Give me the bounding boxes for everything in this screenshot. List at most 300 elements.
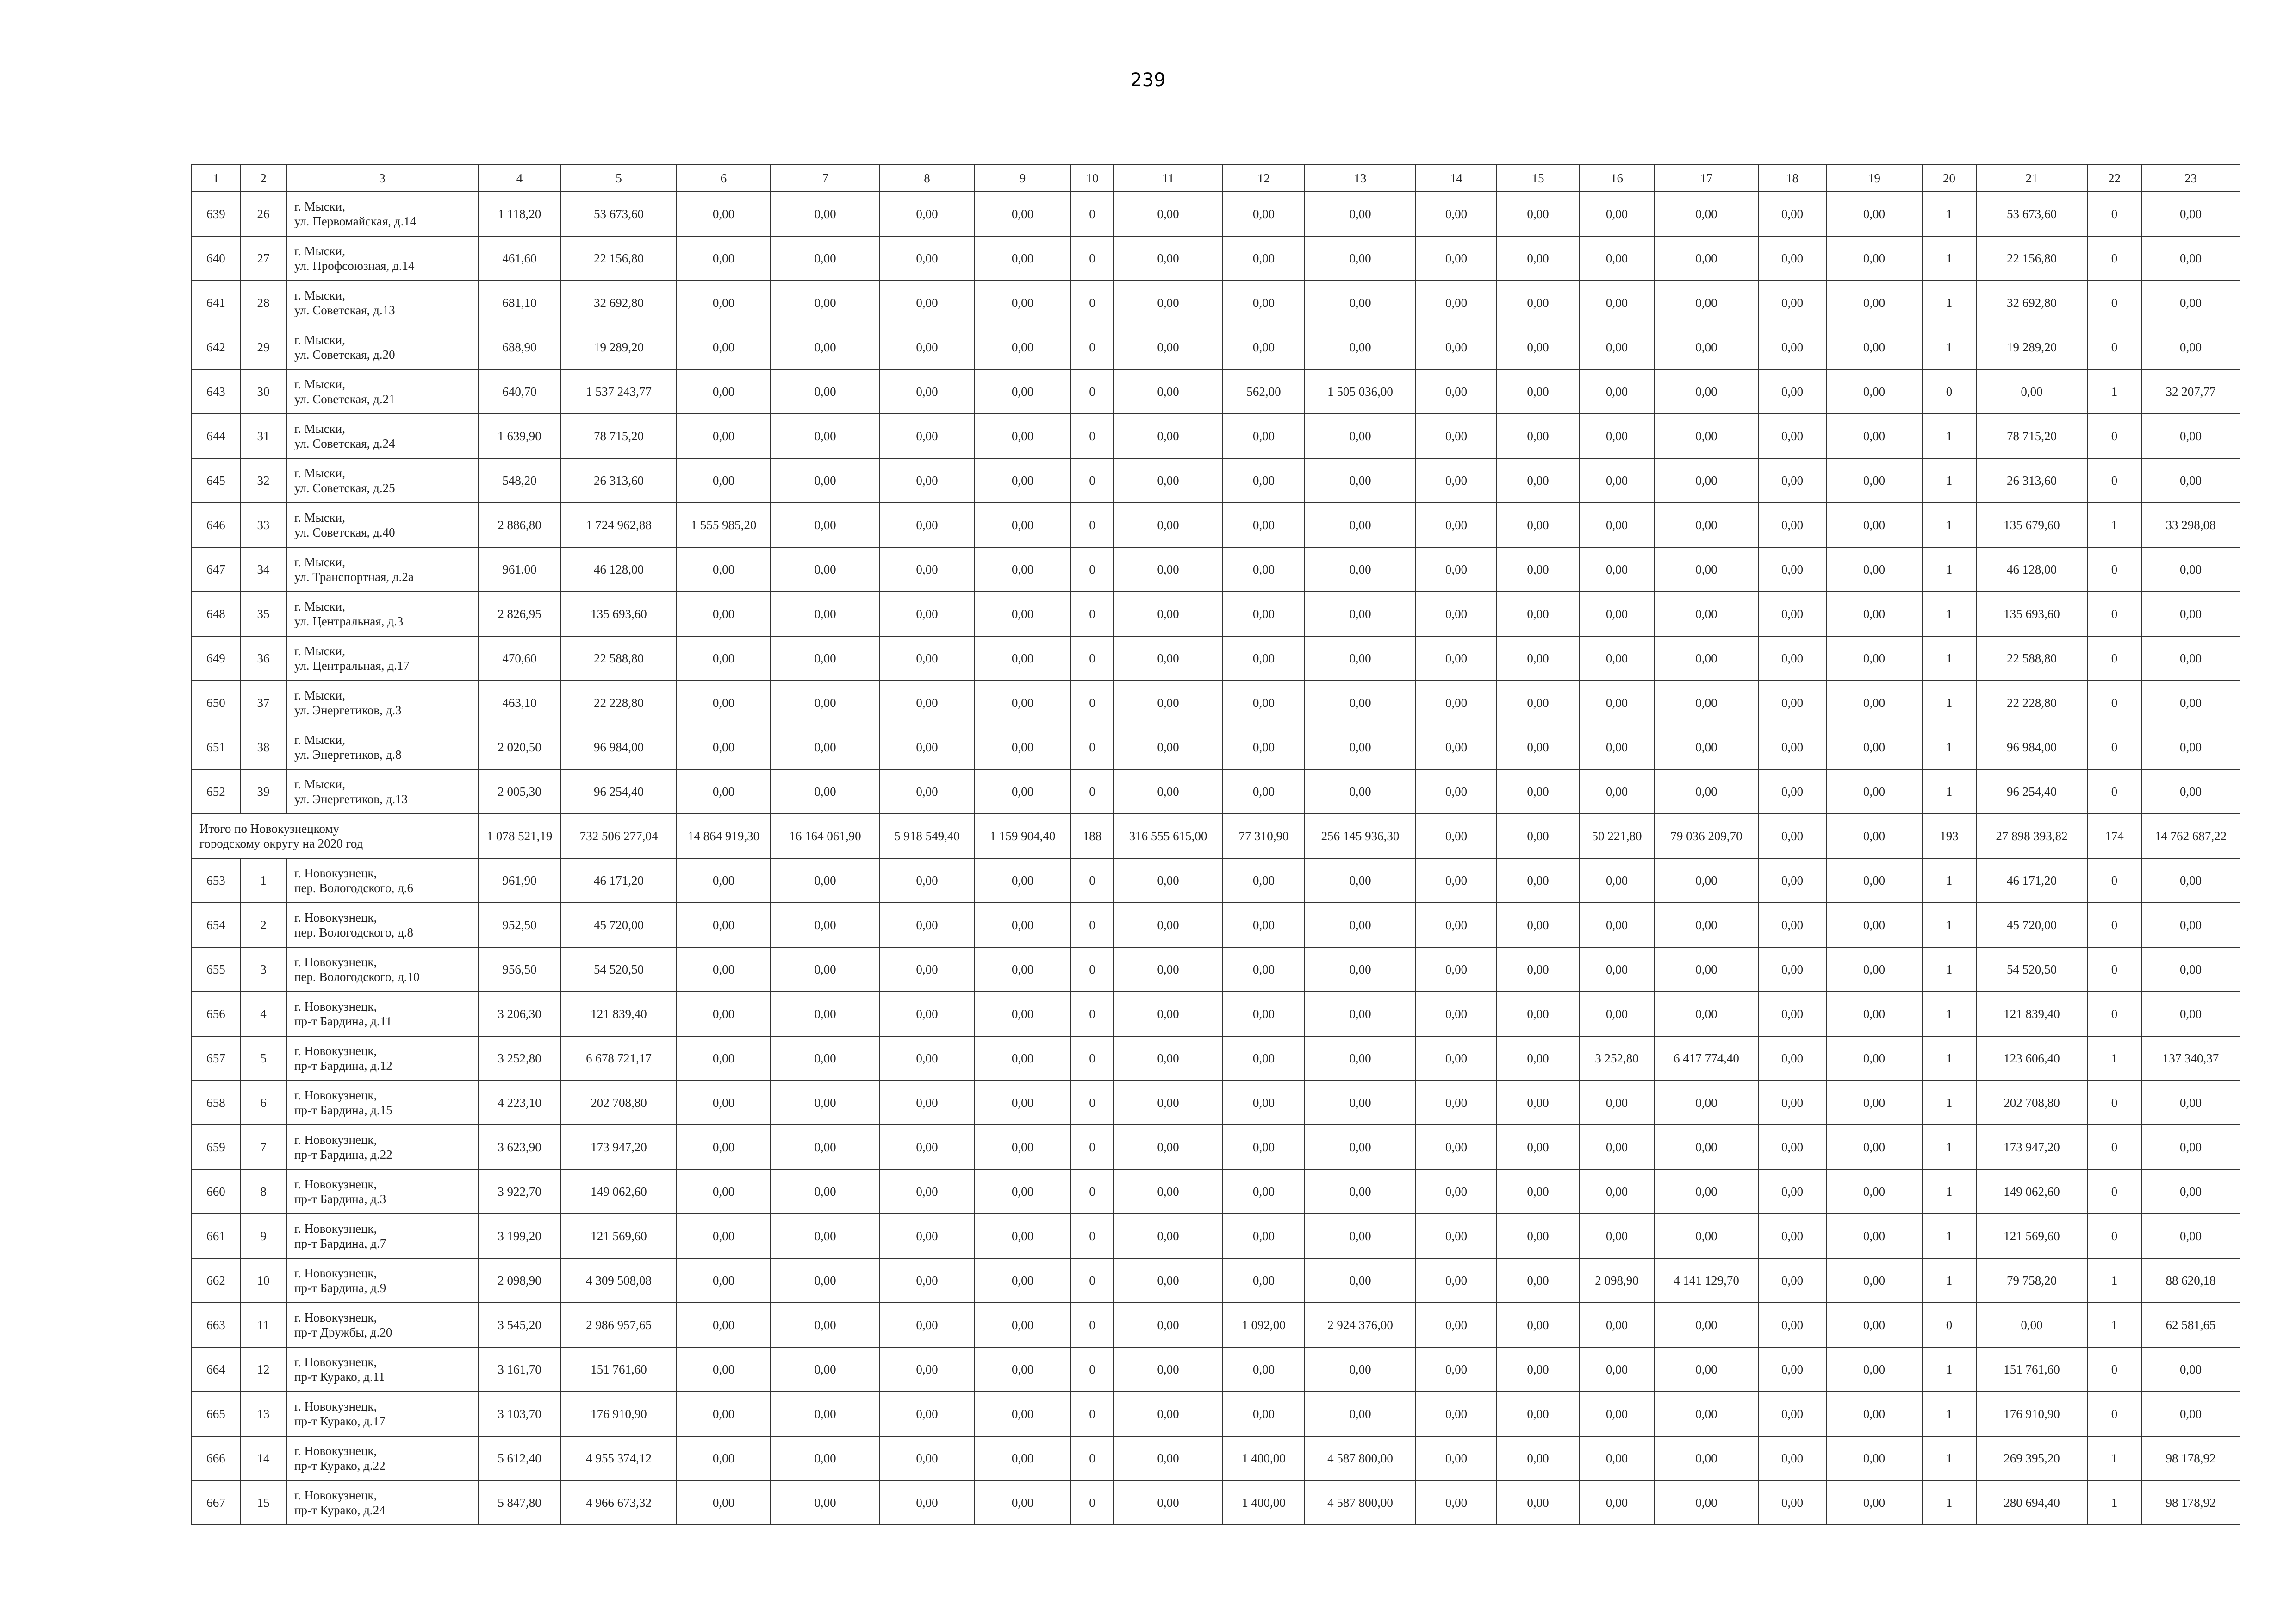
value-cell: 0,00 (1758, 1258, 1826, 1303)
value-cell: 732 506 277,04 (561, 814, 677, 858)
value-cell: 0,00 (677, 1303, 771, 1347)
value-cell: 0 (1071, 592, 1114, 636)
value-cell: 0,00 (1223, 592, 1305, 636)
value-cell: 6 417 774,40 (1655, 1036, 1758, 1081)
value-cell: 0,00 (677, 547, 771, 592)
value-cell: 0,00 (1655, 1125, 1758, 1169)
value-cell: 0,00 (1655, 236, 1758, 281)
value-cell: 0,00 (1223, 903, 1305, 947)
sub-number: 26 (240, 192, 286, 236)
value-cell: 0,00 (1579, 236, 1655, 281)
value-cell: 0,00 (1579, 947, 1655, 992)
column-number-header: 6 (677, 165, 771, 192)
address-city: г. Мыски, (294, 244, 345, 258)
value-cell: 0,00 (1655, 681, 1758, 725)
value-cell: 0,00 (1655, 769, 1758, 814)
value-cell: 0,00 (1114, 281, 1223, 325)
table-row (192, 1480, 2240, 1525)
value-cell: 0,00 (1579, 1480, 1655, 1525)
value-cell: 0,00 (1114, 1125, 1223, 1169)
value-cell: 0,00 (1579, 192, 1655, 236)
sub-number: 36 (240, 636, 286, 681)
value-cell: 26 313,60 (1976, 458, 2087, 503)
value-cell: 0,00 (1497, 1169, 1579, 1214)
value-cell: 0,00 (1758, 1480, 1826, 1525)
value-cell: 0 (1071, 503, 1114, 547)
value-cell: 0,00 (1223, 547, 1305, 592)
value-cell: 2 826,95 (478, 592, 561, 636)
value-cell: 0,00 (2141, 681, 2240, 725)
sub-number: 3 (240, 947, 286, 992)
value-cell: 1 (2087, 503, 2141, 547)
value-cell: 0,00 (1305, 1258, 1416, 1303)
value-cell: 96 254,40 (561, 769, 677, 814)
sub-number: 14 (240, 1436, 286, 1480)
value-cell: 0,00 (2141, 1347, 2240, 1392)
value-cell: 0,00 (1416, 814, 1497, 858)
value-cell: 0,00 (771, 1303, 880, 1347)
value-cell: 0,00 (880, 681, 974, 725)
address-cell (286, 636, 478, 681)
value-cell: 0,00 (1223, 681, 1305, 725)
value-cell: 0,00 (677, 725, 771, 769)
value-cell: 0,00 (1826, 1347, 1922, 1392)
address-street: ул. Профсоюзная, д.14 (294, 259, 415, 273)
value-cell: 0,00 (1416, 503, 1497, 547)
value-cell: 0,00 (1758, 681, 1826, 725)
value-cell: 0,00 (1305, 636, 1416, 681)
value-cell: 0,00 (1497, 547, 1579, 592)
value-cell: 0,00 (1305, 903, 1416, 947)
total-label-line2: городскому округу на 2020 год (199, 837, 363, 850)
value-cell: 22 588,80 (561, 636, 677, 681)
address-street: ул. Центральная, д.3 (294, 614, 404, 628)
value-cell: 952,50 (478, 903, 561, 947)
value-cell: 0 (1071, 1436, 1114, 1480)
value-cell: 0,00 (1223, 458, 1305, 503)
total-row (192, 814, 2240, 858)
column-number-header: 4 (478, 165, 561, 192)
address-street: ул. Центральная, д.17 (294, 659, 410, 673)
value-cell: 0,00 (1655, 725, 1758, 769)
value-cell: 0,00 (677, 458, 771, 503)
value-cell: 1 (1922, 947, 1976, 992)
row-number: 641 (192, 281, 240, 325)
value-cell: 0,00 (677, 1214, 771, 1258)
address-street: пер. Вологодского, д.6 (294, 881, 414, 895)
value-cell: 0,00 (880, 547, 974, 592)
sub-number: 31 (240, 414, 286, 458)
value-cell: 0,00 (974, 458, 1071, 503)
value-cell: 0 (1071, 1392, 1114, 1436)
column-number-header: 13 (1305, 165, 1416, 192)
table-row (192, 1303, 2240, 1347)
value-cell: 0,00 (1758, 1214, 1826, 1258)
value-cell: 19 289,20 (1976, 325, 2087, 369)
value-cell: 0,00 (1305, 992, 1416, 1036)
value-cell: 0,00 (1114, 903, 1223, 947)
column-number-header: 7 (771, 165, 880, 192)
value-cell: 0,00 (1497, 503, 1579, 547)
value-cell: 0,00 (771, 1258, 880, 1303)
value-cell: 0,00 (1223, 992, 1305, 1036)
value-cell: 0 (1071, 681, 1114, 725)
value-cell: 0 (1071, 1258, 1114, 1303)
table-row (192, 236, 2240, 281)
table-row (192, 769, 2240, 814)
value-cell: 0,00 (1223, 1081, 1305, 1125)
value-cell: 0,00 (1416, 903, 1497, 947)
table-row (192, 325, 2240, 369)
value-cell: 0,00 (1223, 503, 1305, 547)
address-city: г. Новокузнецк, (294, 1488, 377, 1502)
value-cell: 0,00 (880, 458, 974, 503)
value-cell: 1 (1922, 1169, 1976, 1214)
value-cell: 98 178,92 (2141, 1480, 2240, 1525)
table-row (192, 725, 2240, 769)
value-cell: 54 520,50 (561, 947, 677, 992)
row-number: 639 (192, 192, 240, 236)
address-street: ул. Советская, д.20 (294, 348, 395, 362)
address-city: г. Мыски, (294, 377, 345, 391)
value-cell: 0,00 (1497, 1347, 1579, 1392)
value-cell: 0 (2087, 414, 2141, 458)
sub-number: 15 (240, 1480, 286, 1525)
value-cell: 0,00 (1655, 458, 1758, 503)
value-cell: 0,00 (1223, 1392, 1305, 1436)
value-cell: 2 886,80 (478, 503, 561, 547)
value-cell: 0,00 (677, 769, 771, 814)
value-cell: 0,00 (1579, 769, 1655, 814)
value-cell: 3 206,30 (478, 992, 561, 1036)
address-cell (286, 281, 478, 325)
value-cell: 0,00 (1416, 414, 1497, 458)
value-cell: 0 (2087, 1081, 2141, 1125)
value-cell: 0,00 (771, 681, 880, 725)
value-cell: 0,00 (1758, 903, 1826, 947)
value-cell: 4 966 673,32 (561, 1480, 677, 1525)
value-cell: 0,00 (880, 725, 974, 769)
address-cell (286, 1258, 478, 1303)
value-cell: 0,00 (880, 236, 974, 281)
column-number-header: 3 (286, 165, 478, 192)
sub-number: 10 (240, 1258, 286, 1303)
value-cell: 0,00 (1826, 1036, 1922, 1081)
value-cell: 0,00 (1758, 858, 1826, 903)
value-cell: 0,00 (677, 1125, 771, 1169)
value-cell: 0,00 (1758, 947, 1826, 992)
value-cell: 0,00 (1655, 503, 1758, 547)
value-cell: 22 156,80 (1976, 236, 2087, 281)
value-cell: 0,00 (974, 903, 1071, 947)
value-cell: 0,00 (1305, 769, 1416, 814)
value-cell: 0,00 (974, 725, 1071, 769)
value-cell: 0,00 (1497, 1303, 1579, 1347)
address-cell (286, 769, 478, 814)
value-cell: 0,00 (1223, 858, 1305, 903)
value-cell: 0,00 (1655, 903, 1758, 947)
value-cell: 3 252,80 (1579, 1036, 1655, 1081)
value-cell: 0,00 (1826, 503, 1922, 547)
address-city: г. Новокузнецк, (294, 1355, 377, 1369)
value-cell: 0,00 (1655, 414, 1758, 458)
value-cell: 1 724 962,88 (561, 503, 677, 547)
address-cell (286, 192, 478, 236)
value-cell: 0,00 (1579, 325, 1655, 369)
value-cell: 135 693,60 (1976, 592, 2087, 636)
value-cell: 2 098,90 (1579, 1258, 1655, 1303)
value-cell: 1 (2087, 1303, 2141, 1347)
value-cell: 0,00 (771, 992, 880, 1036)
address-city: г. Новокузнецк, (294, 1311, 377, 1324)
value-cell: 0,00 (1826, 681, 1922, 725)
value-cell: 0,00 (1223, 947, 1305, 992)
value-cell: 0,00 (2141, 192, 2240, 236)
value-cell: 0 (1071, 636, 1114, 681)
value-cell: 0,00 (880, 1303, 974, 1347)
table-row (192, 1081, 2240, 1125)
value-cell: 0,00 (1305, 325, 1416, 369)
value-cell: 0 (1071, 992, 1114, 1036)
table-row (192, 858, 2240, 903)
value-cell: 0 (1071, 1036, 1114, 1081)
value-cell: 0,00 (1758, 547, 1826, 592)
value-cell: 0,00 (1305, 858, 1416, 903)
value-cell: 0,00 (1223, 414, 1305, 458)
value-cell: 46 171,20 (1976, 858, 2087, 903)
value-cell: 0,00 (677, 1480, 771, 1525)
table-row (192, 992, 2240, 1036)
value-cell: 0,00 (1416, 547, 1497, 592)
value-cell: 0 (1071, 369, 1114, 414)
sub-number: 7 (240, 1125, 286, 1169)
value-cell: 0,00 (771, 547, 880, 592)
address-city: г. Мыски, (294, 733, 345, 747)
address-city: г. Новокузнецк, (294, 1044, 377, 1058)
value-cell: 3 161,70 (478, 1347, 561, 1392)
value-cell: 22 156,80 (561, 236, 677, 281)
value-cell: 0,00 (2141, 325, 2240, 369)
value-cell: 0,00 (1497, 858, 1579, 903)
address-street: ул. Советская, д.25 (294, 481, 395, 495)
value-cell: 96 984,00 (561, 725, 677, 769)
address-street: ул. Транспортная, д.2а (294, 570, 414, 584)
value-cell: 0,00 (1826, 1303, 1922, 1347)
value-cell: 0,00 (1497, 1125, 1579, 1169)
value-cell: 0,00 (677, 236, 771, 281)
value-cell: 0,00 (1497, 325, 1579, 369)
value-cell: 0,00 (771, 369, 880, 414)
address-cell (286, 547, 478, 592)
value-cell: 46 128,00 (1976, 547, 2087, 592)
value-cell: 0,00 (1416, 858, 1497, 903)
table-row (192, 636, 2240, 681)
value-cell: 0,00 (880, 947, 974, 992)
row-number: 649 (192, 636, 240, 681)
value-cell: 0,00 (1497, 192, 1579, 236)
value-cell: 0,00 (1826, 192, 1922, 236)
value-cell: 956,50 (478, 947, 561, 992)
value-cell: 0 (2087, 858, 2141, 903)
value-cell: 0,00 (880, 192, 974, 236)
value-cell: 0 (1071, 858, 1114, 903)
value-cell: 0,00 (771, 592, 880, 636)
value-cell: 0,00 (1114, 1036, 1223, 1081)
value-cell: 0,00 (1114, 503, 1223, 547)
value-cell: 0,00 (880, 1347, 974, 1392)
sub-number: 1 (240, 858, 286, 903)
address-cell (286, 681, 478, 725)
address-cell (286, 1036, 478, 1081)
value-cell: 0,00 (1114, 1214, 1223, 1258)
column-number-header: 12 (1223, 165, 1305, 192)
value-cell: 0,00 (1416, 1081, 1497, 1125)
value-cell: 0,00 (974, 1347, 1071, 1392)
value-cell: 0,00 (1579, 458, 1655, 503)
value-cell: 0,00 (2141, 281, 2240, 325)
sub-number: 12 (240, 1347, 286, 1392)
value-cell: 27 898 393,82 (1976, 814, 2087, 858)
value-cell: 0,00 (880, 1081, 974, 1125)
value-cell: 0,00 (974, 1036, 1071, 1081)
address-street: ул. Советская, д.24 (294, 437, 395, 450)
sub-number: 28 (240, 281, 286, 325)
value-cell: 0,00 (1223, 1169, 1305, 1214)
value-cell: 5 847,80 (478, 1480, 561, 1525)
row-number: 663 (192, 1303, 240, 1347)
value-cell: 0,00 (1416, 236, 1497, 281)
sub-number: 32 (240, 458, 286, 503)
value-cell: 202 708,80 (1976, 1081, 2087, 1125)
value-cell: 1 537 243,77 (561, 369, 677, 414)
value-cell: 1 (1922, 858, 1976, 903)
value-cell: 0,00 (1114, 858, 1223, 903)
value-cell: 0,00 (1579, 1214, 1655, 1258)
value-cell: 1 (1922, 1480, 1976, 1525)
value-cell: 0,00 (1416, 1347, 1497, 1392)
value-cell: 0,00 (1758, 1169, 1826, 1214)
address-street: пр-т Курако, д.11 (294, 1370, 385, 1384)
value-cell: 0 (2087, 281, 2141, 325)
value-cell: 0 (1071, 192, 1114, 236)
value-cell: 6 678 721,17 (561, 1036, 677, 1081)
column-number-header: 11 (1114, 165, 1223, 192)
value-cell: 0 (1071, 414, 1114, 458)
value-cell: 1 (1922, 1258, 1976, 1303)
value-cell: 19 289,20 (561, 325, 677, 369)
value-cell: 0,00 (974, 636, 1071, 681)
value-cell: 0,00 (1579, 903, 1655, 947)
value-cell: 0,00 (2141, 1125, 2240, 1169)
value-cell: 1 078 521,19 (478, 814, 561, 858)
address-city: г. Новокузнецк, (294, 1266, 377, 1280)
value-cell: 1 (1922, 325, 1976, 369)
value-cell: 0,00 (677, 903, 771, 947)
value-cell: 0,00 (2141, 992, 2240, 1036)
value-cell: 0,00 (1826, 458, 1922, 503)
value-cell: 0,00 (880, 1480, 974, 1525)
value-cell: 0,00 (974, 369, 1071, 414)
address-street: пер. Вологодского, д.8 (294, 925, 414, 939)
value-cell: 0,00 (771, 903, 880, 947)
value-cell: 0,00 (1416, 681, 1497, 725)
page-number: 239 (1130, 69, 1166, 91)
value-cell: 0,00 (771, 503, 880, 547)
table-row (192, 1436, 2240, 1480)
value-cell: 2 098,90 (478, 1258, 561, 1303)
value-cell: 0,00 (1497, 1436, 1579, 1480)
value-cell: 0,00 (1416, 458, 1497, 503)
value-cell: 0,00 (677, 325, 771, 369)
address-city: г. Новокузнецк, (294, 1177, 377, 1191)
value-cell: 0,00 (1758, 192, 1826, 236)
value-cell: 0,00 (1497, 769, 1579, 814)
value-cell: 0,00 (1579, 636, 1655, 681)
value-cell: 0,00 (1497, 1214, 1579, 1258)
value-cell: 470,60 (478, 636, 561, 681)
value-cell: 0,00 (1497, 236, 1579, 281)
value-cell: 1 (1922, 1347, 1976, 1392)
value-cell: 0,00 (2141, 636, 2240, 681)
value-cell: 176 910,90 (561, 1392, 677, 1436)
value-cell: 0 (2087, 636, 2141, 681)
value-cell: 0,00 (1223, 236, 1305, 281)
value-cell: 0,00 (880, 325, 974, 369)
value-cell: 0,00 (1114, 369, 1223, 414)
value-cell: 0,00 (880, 592, 974, 636)
value-cell: 5 918 549,40 (880, 814, 974, 858)
table-row (192, 903, 2240, 947)
value-cell: 0,00 (2141, 1169, 2240, 1214)
value-cell: 1 (1922, 458, 1976, 503)
value-cell: 174 (2087, 814, 2141, 858)
value-cell: 0,00 (1826, 369, 1922, 414)
table-row (192, 947, 2240, 992)
value-cell: 0,00 (1579, 1081, 1655, 1125)
table-row (192, 592, 2240, 636)
value-cell: 0,00 (1758, 369, 1826, 414)
value-cell: 0,00 (677, 414, 771, 458)
table-row (192, 1169, 2240, 1214)
value-cell: 0,00 (880, 1392, 974, 1436)
value-cell: 0,00 (1579, 369, 1655, 414)
value-cell: 1 118,20 (478, 192, 561, 236)
table-row (192, 1036, 2240, 1081)
value-cell: 0,00 (1305, 1214, 1416, 1258)
value-cell: 0,00 (1655, 369, 1758, 414)
address-street: пр-т Бардина, д.11 (294, 1014, 392, 1028)
row-number: 656 (192, 992, 240, 1036)
value-cell: 0,00 (880, 1125, 974, 1169)
value-cell: 1 159 904,40 (974, 814, 1071, 858)
value-cell: 0 (2087, 947, 2141, 992)
value-cell: 0,00 (1416, 1125, 1497, 1169)
value-cell: 121 839,40 (1976, 992, 2087, 1036)
address-city: г. Мыски, (294, 777, 345, 791)
value-cell: 0,00 (1305, 1125, 1416, 1169)
value-cell: 256 145 936,30 (1305, 814, 1416, 858)
value-cell: 3 103,70 (478, 1392, 561, 1436)
value-cell: 0,00 (677, 681, 771, 725)
value-cell: 0,00 (974, 1303, 1071, 1347)
value-cell: 0,00 (1579, 858, 1655, 903)
column-number-header: 5 (561, 165, 677, 192)
value-cell: 0,00 (1826, 1169, 1922, 1214)
row-number: 642 (192, 325, 240, 369)
address-city: г. Мыски, (294, 466, 345, 480)
value-cell: 0,00 (1579, 681, 1655, 725)
value-cell: 1 (1922, 281, 1976, 325)
